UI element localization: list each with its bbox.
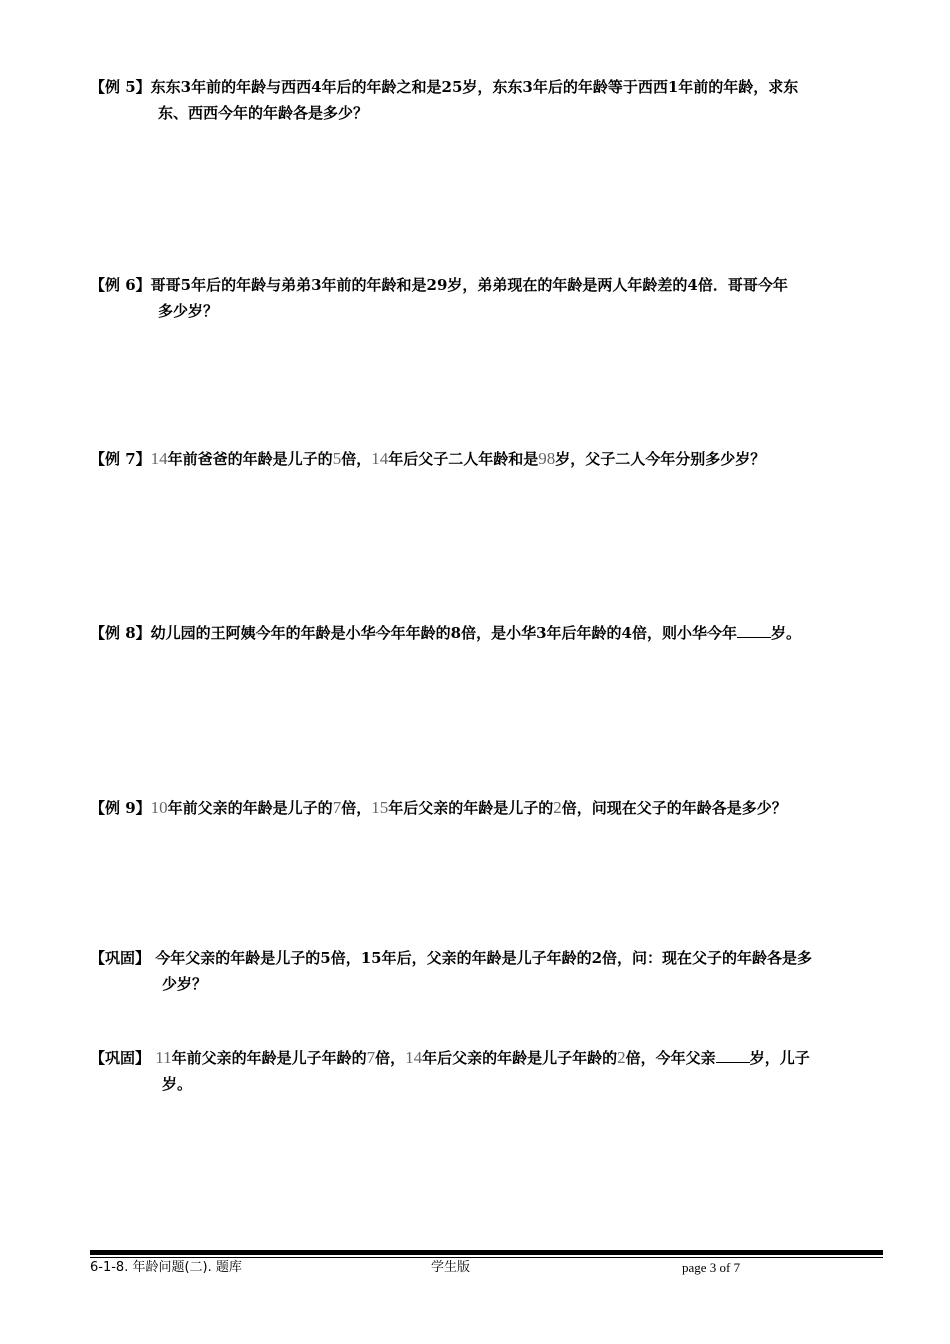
question-text-line1: 今年父亲的年龄是儿子的5倍，15年后，父亲的年龄是儿子年龄的2倍，问：现在父子的年龄各是多 [155,949,813,967]
number: 10 [150,798,168,817]
question-text: 岁。 [771,624,802,642]
question-text-line2: 岁。 [162,1075,193,1093]
number: 14 [405,1048,423,1067]
question-example-5 [90,74,885,126]
question-example-7 [90,446,885,472]
question-example-8 [90,620,885,646]
question-tag: 【巩固】 [90,949,151,967]
question-text: 年前爸爸的年龄是儿子的 [167,450,333,468]
question-text: 倍，问现在父子的年龄各是多少？ [561,799,787,817]
question-text: 倍， [341,450,372,468]
number: 2 [617,1048,626,1067]
question-text-line2: 东、西西今年的年龄各是多少？ [158,104,369,122]
answer-blank[interactable] [737,621,771,638]
question-text-line1: 哥哥5年后的年龄与弟弟3年前的年龄和是29岁，弟弟现在的年龄是两人年龄差的4倍．哥哥今年 [150,276,788,294]
question-text: 年后父子二人年龄和是 [388,450,539,468]
question-text: 倍，今年父亲 [625,1049,716,1067]
question-text: 年后父亲的年龄是儿子的 [388,799,554,817]
footer-document-title: 6-1-8. 年龄问题(二). 题库 [90,1260,242,1275]
question-text: 岁，儿子 [749,1049,810,1067]
question-tag: 【例 7】 [90,450,151,468]
question-text: 年前父亲的年龄是儿子的 [167,799,333,817]
question-tag: 【巩固】 [90,1049,151,1067]
number: 15 [371,798,389,817]
question-text-line1: 东东3年前的年龄与西西4年后的年龄之和是25岁，东东3年后的年龄等于西西1年前的年龄，求东 [150,78,799,96]
question-text: 岁，父子二人今年分别多少岁？ [555,450,766,468]
question-text-line2: 少岁？ [162,975,208,993]
number: 11 [155,1048,172,1067]
question-text-line2: 多少岁？ [158,302,219,320]
footer-divider-thin [90,1257,883,1258]
number: 98 [538,449,556,468]
question-text: 年前父亲的年龄是儿子年龄的 [171,1049,367,1067]
question-text: 倍， [375,1049,406,1067]
number: 2 [553,798,562,817]
question-tag: 【例 5】 [90,78,151,96]
question-example-9 [90,795,885,821]
number: 14 [150,449,168,468]
footer-page-number: page 3 of 7 [682,1260,741,1275]
number: 5 [332,449,342,468]
number: 14 [371,449,389,468]
question-tag: 【例 8】 [90,624,151,642]
question-text: 幼儿园的王阿姨今年的年龄是小华今年年龄的8倍，是小华3年后年龄的4倍，则小华今年 [150,624,737,642]
question-text: 年后父亲的年龄是儿子年龄的 [422,1049,618,1067]
number: 7 [366,1048,376,1067]
question-example-6 [90,272,885,324]
question-tag: 【例 6】 [90,276,151,294]
footer-edition-label: 学生版 [431,1260,471,1275]
question-consolidation-2 [90,1045,885,1097]
answer-blank-father[interactable] [716,1046,750,1063]
question-consolidation-1 [90,945,885,997]
number: 7 [332,798,342,817]
question-tag: 【例 9】 [90,799,151,817]
footer-divider-thick [90,1250,883,1255]
question-text: 倍， [341,799,372,817]
